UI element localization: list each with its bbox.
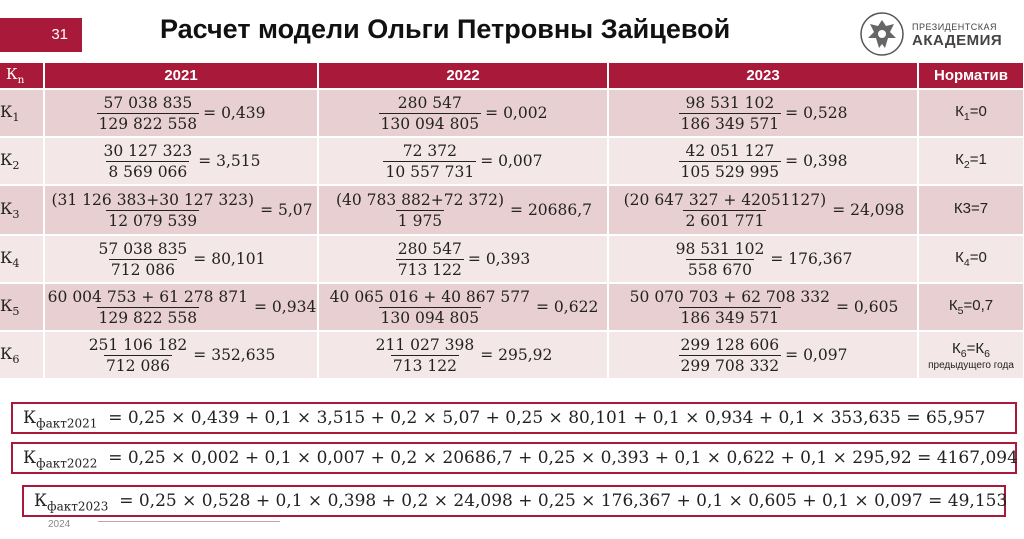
cell-c2022: [318, 283, 608, 331]
cell-c2023: [608, 137, 918, 185]
cell-c2023: [608, 235, 918, 283]
row-label: $К_6$: [0, 331, 44, 378]
result: = 0,002: [485, 104, 548, 122]
row-label: $К_3$: [0, 185, 44, 235]
numerator: 251 106 182: [88, 335, 188, 354]
denominator: 10 557 731: [385, 162, 475, 181]
denominator: 129 822 558: [98, 308, 198, 327]
norm-cell: $К_2=1$: [918, 137, 1024, 185]
numerator: 30 127 323: [103, 141, 193, 160]
numerator: 72 372: [402, 141, 457, 160]
page-title: Расчет модели Ольги Петровны Зайцевой: [160, 14, 731, 44]
cell-c2021: [44, 331, 318, 378]
norm-cell: $К_1=0$: [918, 89, 1024, 137]
header-2023: 2023: [608, 63, 918, 89]
numerator: (20 647 327 + 42051127): [623, 190, 827, 209]
slide-number: 31: [0, 18, 82, 52]
coefficients-table: [0, 63, 1024, 378]
eagle-emblem-icon: [858, 10, 906, 58]
footer-year: 2024: [48, 519, 71, 530]
numerator: 57 038 835: [103, 93, 193, 112]
result: = 176,367: [770, 250, 853, 268]
cell-c2022: [318, 137, 608, 185]
fraction: [396, 240, 464, 279]
fraction: [334, 191, 506, 230]
result: = 20686,7: [510, 201, 593, 219]
table-row: [0, 235, 1024, 283]
result: = 80,101: [193, 250, 266, 268]
result: = 295,92: [480, 346, 553, 364]
formula-2022: $К_{факт2022} = 0,25 \times 0,002 + 0,1 \times 0,007 + 0,2 \times 20686,7 + 0,25 \times 0,393 + 0,1 \times 0,622 + 0,1 \times 295,92 = 4167,094$: [11, 442, 1017, 474]
denominator: 130 094 805: [380, 114, 480, 133]
result: = 0,934: [254, 298, 317, 316]
result: = 24,098: [832, 201, 905, 219]
row-label: $К_5$: [0, 283, 44, 331]
row-label: $К_2$: [0, 137, 44, 185]
numerator: (31 126 383+30 127 323): [51, 190, 255, 209]
numerator: 280 547: [397, 93, 462, 112]
cell-c2023: [608, 89, 918, 137]
denominator: 299 708 332: [680, 356, 780, 375]
table-header-row: [0, 63, 1024, 89]
denominator: 12 079 539: [108, 211, 198, 230]
numerator: 50 070 703 + 62 708 332: [629, 287, 831, 306]
header-2021: 2021: [44, 63, 318, 89]
denominator: 105 529 995: [680, 162, 780, 181]
logo-line2: АКАДЕМИЯ: [912, 32, 1003, 49]
numerator: 40 065 016 + 40 867 577: [329, 287, 531, 306]
fraction: [628, 288, 832, 327]
cell-c2022: [318, 235, 608, 283]
result: = 3,515: [198, 152, 261, 170]
norm-cell: К3=7: [918, 185, 1024, 235]
denominator: 186 349 571: [680, 114, 780, 133]
denominator: 712 086: [105, 356, 171, 375]
cell-c2021: [44, 137, 318, 185]
result: = 0,439: [203, 104, 266, 122]
numerator: 211 027 398: [375, 335, 475, 354]
row-label: $К_4$: [0, 235, 44, 283]
header-2022: 2022: [318, 63, 608, 89]
table-row: [0, 89, 1024, 137]
result: = 0,393: [467, 250, 531, 268]
numerator: (40 783 882+72 372): [335, 190, 505, 209]
denominator: 713 122: [392, 356, 457, 375]
header-norm: Норматив: [918, 63, 1024, 89]
formula-2023: $К_{факт2023} = 0,25 \times 0,528 + 0,1 \times 0,398 + 0,2 \times 24,098 + 0,25 \times 176,367 + 0,1 \times 0,605 + 0,1 \times 0,097 = 49,153$: [22, 485, 1006, 517]
result: = 0,528: [785, 104, 848, 122]
fraction: [679, 94, 782, 133]
cell-c2021: [44, 235, 318, 283]
logo-line1: ПРЕЗИДЕНТСКАЯ: [912, 22, 998, 32]
denominator: 186 349 571: [680, 308, 780, 327]
table-row: [0, 185, 1024, 235]
denominator: 130 094 805: [380, 308, 480, 327]
norm-cell: $К_4=0$: [918, 235, 1024, 283]
numerator: 280 547: [397, 239, 462, 258]
result: = 0,097: [785, 346, 848, 364]
numerator: 98 531 102: [675, 239, 765, 258]
result: = 0,398: [785, 152, 848, 170]
result: = 0,622: [536, 298, 599, 316]
fraction: [679, 142, 782, 181]
cell-c2023: [608, 185, 918, 235]
cell-c2021: [44, 89, 318, 137]
header-k: $К_n$: [0, 63, 44, 89]
denominator: 558 670: [687, 260, 753, 279]
numerator: 57 038 835: [98, 239, 188, 258]
cell-c2022: [318, 185, 608, 235]
denominator: 713 122: [397, 260, 462, 279]
fraction: [97, 240, 190, 279]
denominator: 1 975: [397, 211, 443, 230]
numerator: 60 004 753 + 61 278 871: [47, 287, 249, 306]
cell-c2022: [318, 89, 608, 137]
result: = 352,635: [193, 346, 276, 364]
fraction: [622, 191, 829, 230]
cell-c2021: [44, 283, 318, 331]
cell-c2022: [318, 331, 608, 378]
fraction: [328, 288, 532, 327]
numerator: 42 051 127: [685, 141, 775, 160]
fraction: [374, 336, 477, 375]
formula-2021: $К_{факт2021} = 0,25 \times 0,439 + 0,1 \times 3,515 + 0,2 \times 5,07 + 0,25 \times 80,101 + 0,1 \times 0,934 + 0,1 \times 353,635 = 65,957$: [11, 402, 1017, 434]
denominator: 712 086: [110, 260, 175, 279]
table-row: [0, 331, 1024, 378]
denominator: 2 601 771: [685, 211, 765, 230]
fraction: [49, 191, 256, 230]
result: = 0,007: [480, 152, 543, 170]
cell-c2021: [44, 185, 318, 235]
numerator: 299 128 606: [680, 335, 780, 354]
cell-c2023: [608, 331, 918, 378]
denominator: 129 822 558: [98, 114, 198, 133]
numerator: 98 531 102: [685, 93, 775, 112]
result: = 5,07: [260, 201, 313, 219]
academy-logo: [858, 10, 1018, 60]
footer-divider: [98, 521, 280, 522]
result: = 0,605: [836, 298, 899, 316]
fraction: [674, 240, 767, 279]
norm-cell: $К_6=К_6$ предыдущего года: [918, 331, 1024, 378]
fraction: [379, 94, 482, 133]
fraction: [101, 142, 194, 181]
row-label: $К_1$: [0, 89, 44, 137]
table-row: [0, 283, 1024, 331]
fraction: [679, 336, 782, 375]
cell-c2023: [608, 283, 918, 331]
fraction: [87, 336, 190, 375]
fraction: [46, 288, 250, 327]
denominator: 8 569 066: [108, 162, 188, 181]
table-row: [0, 137, 1024, 185]
norm-cell: $К_5=0,7$: [918, 283, 1024, 331]
fraction: [97, 94, 200, 133]
fraction: [383, 142, 476, 181]
